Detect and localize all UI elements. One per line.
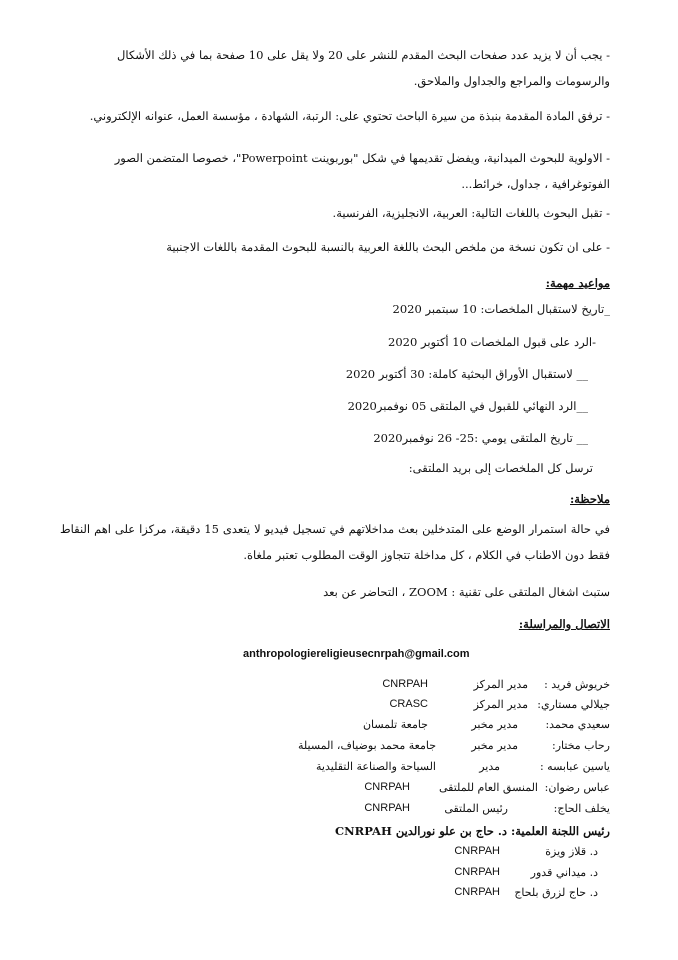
committee-name: د. قلاز ويزة <box>545 845 598 858</box>
committee-row <box>0 866 678 886</box>
contact-row <box>0 739 678 759</box>
date-final-response: __الرد النهائي للقبول في الملتقى 05 نوفمبر2020 <box>347 399 588 413</box>
send-abstracts-line: ترسل كل الملخصات إلى بريد الملتقى: <box>408 461 593 475</box>
contact-role: رئيس الملتقى <box>444 802 508 815</box>
contact-name: عباس رضوان: <box>544 781 610 794</box>
committee-name: د. ميداني قدور <box>530 866 598 879</box>
date-abstracts: _تاريخ لاستقبال الملخصات: 10 سبتمبر 2020 <box>392 302 610 316</box>
committee-institution: CNRPAH <box>454 886 500 898</box>
contact-role: مدير <box>479 760 500 773</box>
contact-role: مدير مخبر <box>471 739 518 752</box>
contact-role: مدير المركز <box>473 698 528 711</box>
contact-institution: CNRPAH <box>364 802 410 814</box>
contact-name: ياسين عبابسه : <box>539 760 610 773</box>
contact-role: مدير مخبر <box>471 718 518 731</box>
dates-heading: مواعيد مهمة: <box>545 276 610 290</box>
contact-name: رحاب مختار: <box>552 739 610 752</box>
contact-institution: CNRPAH <box>382 678 428 690</box>
contact-name: خريوش فريد : <box>544 678 610 691</box>
committee-institution: CNRPAH <box>454 866 500 878</box>
contact-institution: السياحة والصناعة التقليدية <box>316 760 436 773</box>
date-event: __ تاريخ الملتقى يومي :25- 26 نوفمبر2020 <box>373 431 588 445</box>
committee-head: رئيس اللجنة العلمية: د. حاج بن علو نورالدين CNRPAH <box>334 824 610 838</box>
committee-row <box>0 886 678 906</box>
contact-institution: CNRPAH <box>364 781 410 793</box>
date-acceptance: -الرد على قبول الملخصات 10 أكتوبر 2020 <box>388 335 596 349</box>
date-full-papers: __ لاستقبال الأوراق البحثية كاملة: 30 أكتوبر 2020 <box>345 367 588 381</box>
contact-institution: جامعة محمد بوضياف، المسيلة <box>297 739 436 752</box>
contact-role: المنسق العام للملتقى <box>439 781 538 794</box>
paragraph-cv: - ترفق المادة المقدمة بنبذة من سيرة الباحث تحتوي على: الرتبة، الشهادة ، مؤسسة العمل، عنوانه الإلكتروني. <box>89 109 610 123</box>
note-text: في حالة استمرار الوضع على المتدخلين بعث مداخلاتهم في تسجيل فيديو لا يتعدى 15 دقيقة، مركزا على اهم النقاط فقط دون الاطناب في الكلام ، كل مداخلة تتجاوز الوقت المطلوب تعتبر ملغاة. <box>60 522 610 562</box>
contact-name: يخلف الحاج: <box>553 802 610 815</box>
paragraph-languages: - تقبل البحوث باللغات التالية: العربية، الانجليزية، الفرنسية. <box>332 206 610 220</box>
zoom-line: ستبث اشغال الملتقى على تقنية : ZOOM ، التحاضر عن بعد <box>323 585 610 599</box>
contact-role: مدير المركز <box>473 678 528 691</box>
contact-name: سعيدي محمد: <box>545 718 610 731</box>
paragraph-priority: - الاولوية للبحوث الميدانية، ويفضل تقديمها في شكل "بوربوينت Powerpoint"، خصوصا المتضمن الصور الفوتوغرافية ، جداول، خرائط... <box>114 151 610 191</box>
contact-name: جيلالي مستاري: <box>537 698 610 711</box>
committee-row <box>0 845 678 865</box>
contact-institution: جامعة تلمسان <box>362 718 428 731</box>
contact-row <box>0 698 678 718</box>
contact-row <box>0 781 678 801</box>
contact-heading: الاتصال والمراسلة: <box>518 617 610 631</box>
contact-row <box>0 678 678 698</box>
contact-institution: CRASC <box>389 698 428 710</box>
committee-name: د. حاج لزرق بلحاج <box>514 886 598 899</box>
contact-email[interactable]: anthropologiereligieusecnrpah@gmail.com <box>243 648 470 660</box>
note-heading: ملاحظة: <box>570 492 610 506</box>
paragraph-summary: - على ان تكون نسخة من ملخص البحث باللغة العربية بالنسبة للبحوث المقدمة باللغات الاجنبية <box>166 240 610 254</box>
committee-institution: CNRPAH <box>454 845 500 857</box>
contact-row <box>0 718 678 738</box>
contact-row <box>0 802 678 822</box>
contact-row <box>0 760 678 780</box>
paragraph-page-count: - يجب أن لا يزيد عدد صفحات البحث المقدم للنشر على 20 ولا يقل على 10 صفحة بما في ذلك الأشكال والرسومات والمراجع والجداول والملاحق. <box>116 48 610 88</box>
